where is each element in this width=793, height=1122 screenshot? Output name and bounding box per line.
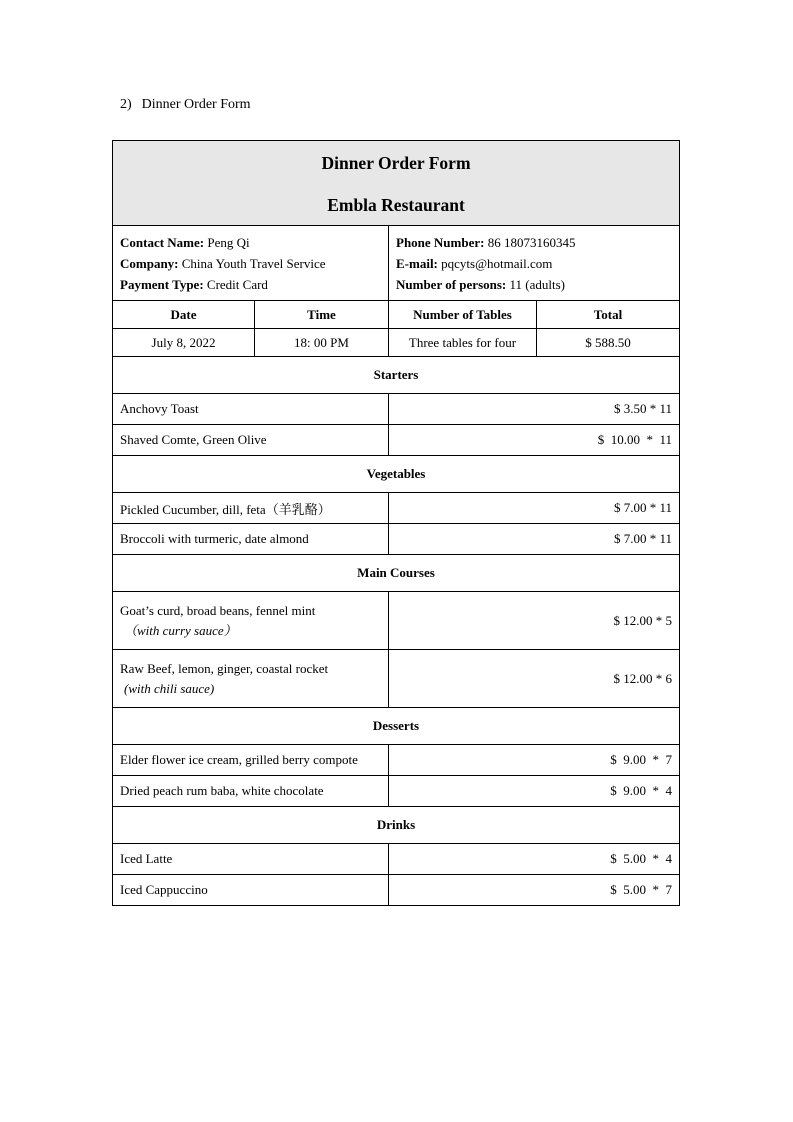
tables-header: Number of Tables (389, 301, 537, 329)
item-name: Broccoli with turmeric, date almond (113, 524, 389, 555)
company-line (120, 253, 381, 274)
restaurant-name: Embla Restaurant (327, 195, 465, 215)
category-starters: Starters (113, 357, 680, 394)
company-value: China Youth Travel Service (181, 255, 326, 271)
company-label: Company: (120, 255, 179, 271)
menu-item-row (113, 776, 680, 807)
item-price: $ 3.50 * 11 (389, 394, 680, 425)
item-name: Shaved Comte, Green Olive (113, 425, 389, 456)
form-title: Dinner Order Form (321, 153, 471, 173)
phone-value: 86 18073160345 (487, 234, 576, 250)
item-note: (with chili sauce) (124, 680, 215, 696)
contact-name-label: Contact Name: (120, 234, 205, 250)
item-price: $ 5.00 * 4 (389, 844, 680, 875)
category-drinks: Drinks (113, 807, 680, 844)
section-heading (120, 96, 251, 114)
category-main-courses: Main Courses (113, 555, 680, 592)
menu-item-row (113, 425, 680, 456)
menu-item-row (113, 844, 680, 875)
section-number: 2) (120, 97, 132, 112)
time-value: 18: 00 PM (255, 329, 389, 357)
contact-info-left (113, 226, 389, 301)
item-price: $ 5.00 * 7 (389, 875, 680, 906)
contact-name-line (120, 232, 381, 253)
menu-item-row (113, 592, 680, 650)
item-cell (113, 650, 389, 708)
total-value: $ 588.50 (537, 329, 680, 357)
menu-item-row (113, 524, 680, 555)
item-price: $ 12.00 * 5 (389, 592, 680, 650)
item-name: Goat’s curd, broad beans, fennel mint (120, 602, 316, 618)
dinner-order-form (112, 140, 680, 906)
email-value: pqcyts@hotmail.com (441, 255, 553, 271)
persons-label: Number of persons: (396, 276, 507, 292)
menu-item-row (113, 650, 680, 708)
tables-value: Three tables for four (389, 329, 537, 357)
contact-name-value: Peng Qi (207, 234, 250, 250)
menu-item-row (113, 394, 680, 425)
item-cell (113, 592, 389, 650)
item-price: $ 9.00 * 7 (389, 745, 680, 776)
email-label: E-mail: (396, 255, 438, 271)
item-name: Iced Cappuccino (113, 875, 389, 906)
persons-line (396, 274, 672, 295)
payment-line (120, 274, 381, 295)
item-note: （with curry sauce） (124, 622, 237, 638)
total-header: Total (537, 301, 680, 329)
date-value: July 8, 2022 (113, 329, 255, 357)
time-header: Time (255, 301, 389, 329)
item-price: $ 7.00 * 11 (389, 493, 680, 524)
item-price: $ 9.00 * 4 (389, 776, 680, 807)
contact-info-right (389, 226, 680, 301)
category-desserts: Desserts (113, 708, 680, 745)
item-name: Iced Latte (113, 844, 389, 875)
menu-item-row (113, 493, 680, 524)
item-name: Pickled Cucumber, dill, feta（羊乳酪） (113, 493, 389, 524)
phone-line (396, 232, 672, 253)
item-name: Elder flower ice cream, grilled berry compote (113, 745, 389, 776)
item-name: Dried peach rum baba, white chocolate (113, 776, 389, 807)
item-name: Anchovy Toast (113, 394, 389, 425)
persons-value: 11 (adults) (509, 276, 565, 292)
item-price: $ 7.00 * 11 (389, 524, 680, 555)
item-name: Raw Beef, lemon, ginger, coastal rocket (120, 660, 329, 676)
date-header: Date (113, 301, 255, 329)
form-title-block (113, 141, 680, 226)
item-price: $ 10.00 * 11 (389, 425, 680, 456)
item-price: $ 12.00 * 6 (389, 650, 680, 708)
email-line (396, 253, 672, 274)
payment-label: Payment Type: (120, 276, 204, 292)
menu-item-row (113, 875, 680, 906)
menu-item-row (113, 745, 680, 776)
phone-label: Phone Number: (396, 234, 485, 250)
category-vegetables: Vegetables (113, 456, 680, 493)
section-title: Dinner Order Form (141, 97, 251, 112)
payment-value: Credit Card (206, 276, 268, 292)
